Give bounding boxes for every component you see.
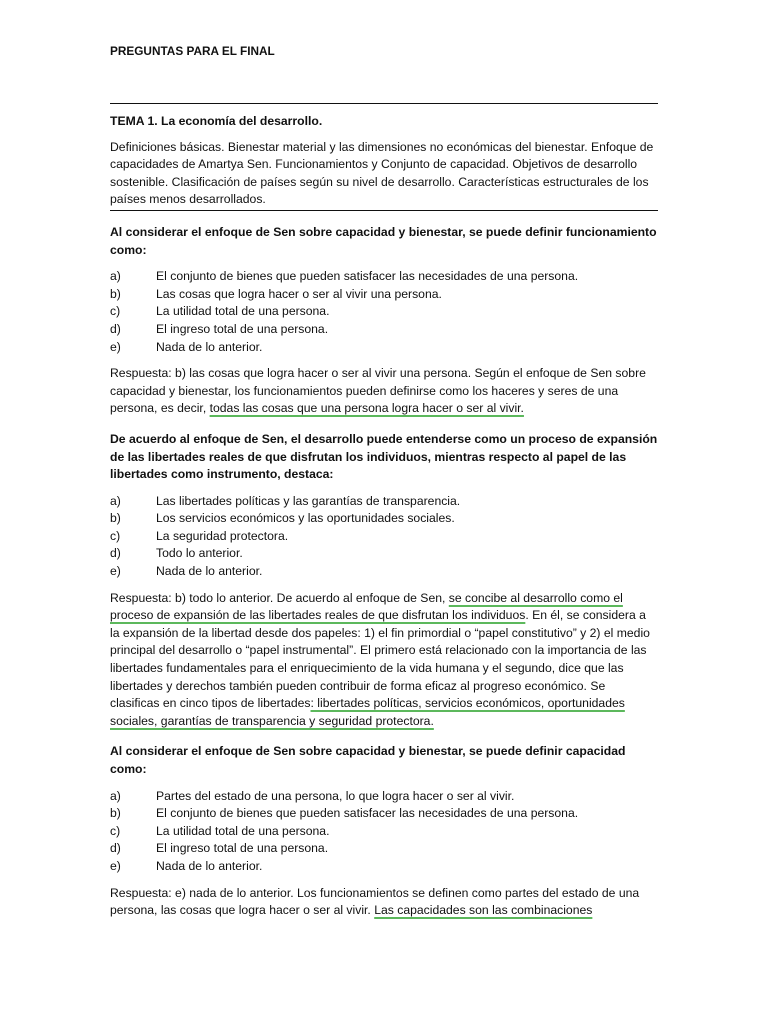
- option-letter: c): [110, 823, 121, 838]
- option-text: Nada de lo anterior.: [156, 564, 263, 579]
- question-2: De acuerdo al enfoque de Sen, el desarrollo puede entenderse como un proceso de expansión de las libertades reales de que disfrutan los individuos, mientras respecto al papel de las libertades como instrumento, destaca:: [110, 431, 658, 482]
- option-letter: c): [110, 304, 121, 319]
- option-letter: b): [110, 286, 121, 301]
- option-text: La utilidad total de una persona.: [156, 304, 330, 319]
- document-page: [110, 41, 658, 920]
- tema-description: Definiciones básicas. Bienestar material y las dimensiones no económicas del bienestar. Enfoque de capacidades de Amartya Sen. Funcionamientos y Conjunto de capacidad. Objetivos de desarrollo sostenible. Clasificación de países según su nivel de desarrollo. Características estructurales de los países menos desarrollados.: [110, 139, 654, 207]
- option-text: El ingreso total de una persona.: [156, 841, 329, 856]
- option-text: El conjunto de bienes que pueden satisfacer las necesidades de una persona.: [156, 269, 579, 284]
- answer-1: [110, 365, 658, 418]
- option-letter: e): [110, 858, 121, 873]
- question-1-options: [110, 268, 658, 356]
- option: [110, 339, 658, 357]
- option: [110, 510, 658, 528]
- option-letter: c): [110, 528, 121, 543]
- option: [110, 528, 658, 546]
- question-3: Al considerar el enfoque de Sen sobre capacidad y bienestar, se puede definir capacidad como:: [110, 744, 626, 776]
- option: [110, 303, 658, 321]
- option-letter: a): [110, 269, 121, 284]
- option-letter: b): [110, 511, 121, 526]
- option: [110, 493, 658, 511]
- answer-highlight: se concibe al desarrollo como el proceso de expansión de las libertades reales de que disfrutan los individuos: [110, 590, 623, 623]
- option: [110, 545, 658, 563]
- document-title: PREGUNTAS PARA EL FINAL: [110, 44, 275, 58]
- option-letter: e): [110, 564, 121, 579]
- option: [110, 858, 658, 876]
- option: [110, 823, 658, 841]
- question-3-options: [110, 788, 658, 876]
- option-text: El ingreso total de una persona.: [156, 321, 329, 336]
- option-text: Partes del estado de una persona, lo que logra hacer o ser al vivir.: [156, 788, 515, 803]
- option-text: El conjunto de bienes que pueden satisfacer las necesidades de una persona.: [156, 806, 579, 821]
- question-1: Al considerar el enfoque de Sen sobre capacidad y bienestar, se puede definir funcionamiento como:: [110, 224, 657, 257]
- option: [110, 805, 658, 823]
- option-text: Las cosas que logra hacer o ser al vivir una persona.: [156, 286, 442, 301]
- option-text: Nada de lo anterior.: [156, 339, 263, 354]
- option: [110, 840, 658, 858]
- option: [110, 268, 658, 286]
- answer-highlight: todas las cosas que una persona logra hacer o ser al vivir.: [209, 401, 524, 416]
- option-letter: a): [110, 493, 121, 508]
- answer-text: Respuesta: b) todo lo anterior. De acuerdo al enfoque de Sen,: [110, 590, 449, 605]
- option-letter: d): [110, 841, 121, 856]
- divider: [110, 103, 658, 104]
- option-letter: e): [110, 339, 121, 354]
- divider: [110, 210, 658, 211]
- option: [110, 321, 658, 339]
- answer-text: Respuesta: b) las cosas que logra hacer o ser al vivir una persona. Según el enfoque de Sen sobre capacidad y bienestar, los funcionamientos pueden definirse como los haceres y seres de una persona, es decir,: [110, 366, 646, 416]
- option-letter: d): [110, 546, 121, 561]
- option-text: Los servicios económicos y las oportunidades sociales.: [156, 511, 455, 526]
- option-text: Todo lo anterior.: [156, 546, 243, 561]
- option-letter: d): [110, 321, 121, 336]
- answer-highlight: Las capacidades son las combinaciones: [374, 903, 593, 918]
- answer-highlight: : libertades políticas, servicios económicos, oportunidades sociales, garantías de transparencia y seguridad protectora.: [110, 696, 625, 728]
- option: [110, 788, 658, 806]
- option-text: La utilidad total de una persona.: [156, 823, 330, 838]
- answer-3: [110, 885, 658, 920]
- answer-text: . En él, se considera a la expansión de la libertad desde dos papeles: 1) el fin primordial o “papel constitutivo” y 2) el medio principal del desarrollo o “papel instrumental”. El primero está relacionado con la importancia de las libertades fundamentales para el enriquecimiento de la vida humana y el segundo, dice que las libertades y derechos también pueden contribuir de forma eficaz al progreso económico. Se clasificas en cinco tipos de libertades: [110, 608, 650, 711]
- option-letter: b): [110, 806, 121, 821]
- option-letter: a): [110, 788, 121, 803]
- answer-2: [110, 590, 658, 731]
- tema-title: TEMA 1. La economía del desarrollo.: [110, 114, 323, 128]
- option-text: Nada de lo anterior.: [156, 858, 263, 873]
- answer-text: Respuesta: e) nada de lo anterior. Los funcionamientos se definen como partes del estado de una persona, las cosas que logra hacer o ser al vivir.: [110, 885, 640, 918]
- option-text: Las libertades políticas y las garantías de transparencia.: [156, 493, 461, 508]
- option-text: La seguridad protectora.: [156, 528, 289, 543]
- question-2-options: [110, 493, 658, 581]
- option: [110, 286, 658, 304]
- option: [110, 563, 658, 581]
